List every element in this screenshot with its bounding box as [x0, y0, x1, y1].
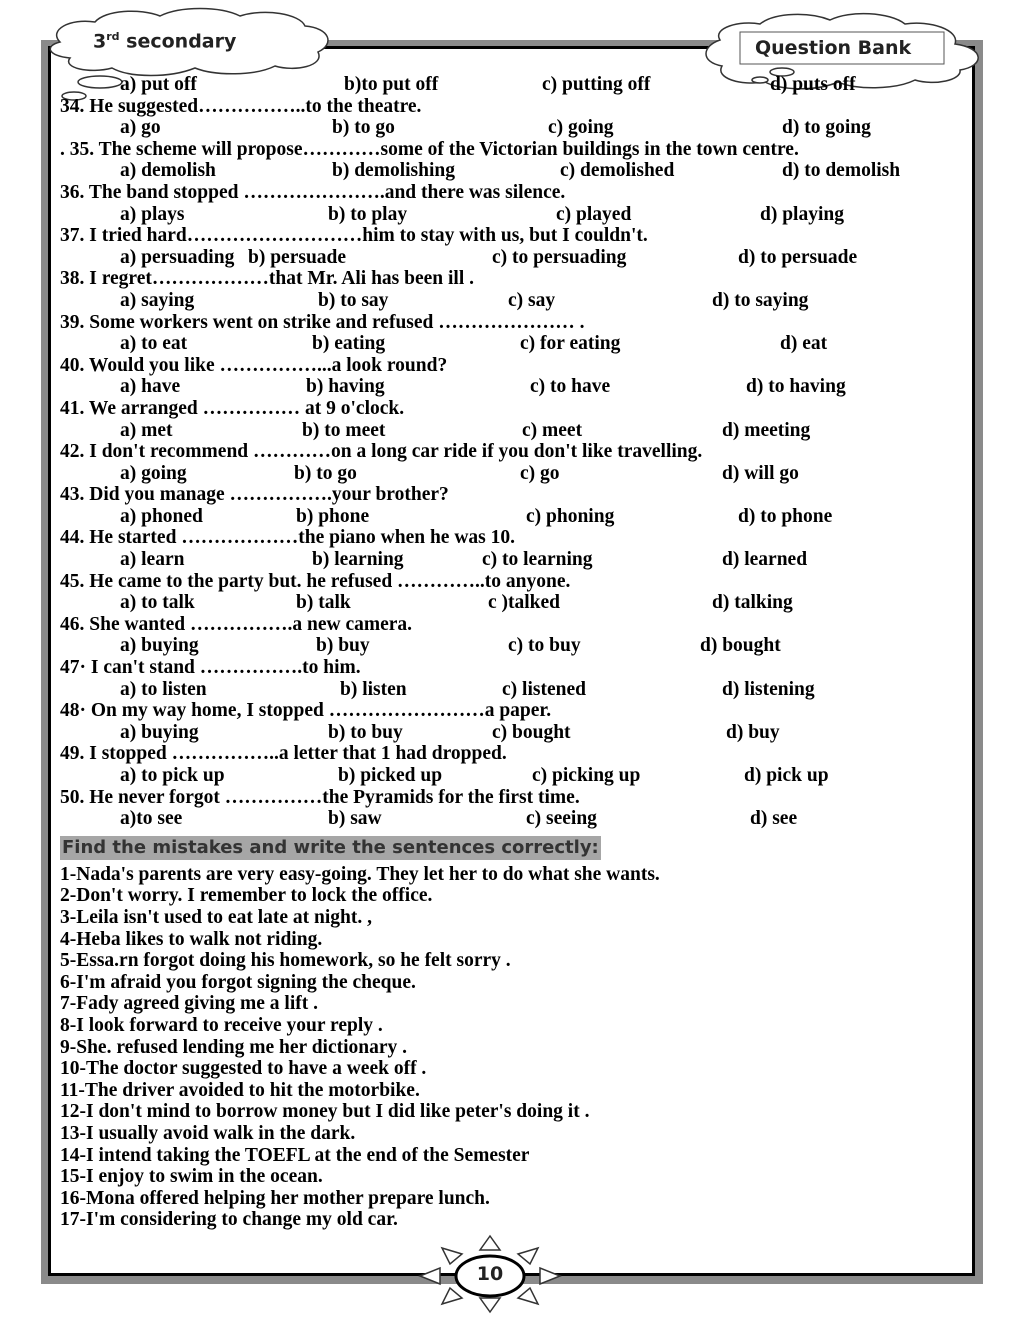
option-c: c) to persuading: [492, 246, 627, 268]
option-c: c )talked: [488, 592, 561, 614]
option-b: b) talk: [296, 592, 351, 614]
option-row: [60, 247, 960, 269]
option-d: d) to demolish: [782, 160, 901, 182]
question-text: 37. I tried hard………………………him to stay with us, but I couldn't.: [60, 225, 648, 247]
option-a: a) to eat: [120, 333, 188, 355]
question-text: 44. He started ………………the piano when he was 10.: [60, 527, 516, 549]
option-d: d) talking: [712, 592, 793, 614]
option-d: d) bought: [700, 635, 781, 657]
option-a: a) buying: [120, 721, 199, 743]
option-d: d) learned: [722, 549, 808, 571]
grade-label: 3rd secondary: [93, 30, 237, 53]
question-text: 36. The band stopped ………………….and there was silence.: [60, 181, 566, 203]
correction-item: 2-Don't worry. I remember to lock the office.: [60, 885, 433, 907]
correction-item: 3-Leila isn't used to eat late at night. ,: [60, 906, 372, 928]
option-b: b) picked up: [338, 765, 443, 786]
option-a: a)to see: [120, 808, 183, 830]
option-c: c) played: [556, 203, 632, 225]
option-a: a) phoned: [120, 505, 203, 527]
question-text: . 35. The scheme will propose…………some of the Victorian buildings in the town centre.: [60, 138, 799, 160]
option-a: a) go: [120, 117, 161, 139]
option-b: b) persuade: [248, 246, 347, 268]
option-b: b) eating: [312, 333, 386, 355]
option-a: a) have: [120, 376, 181, 398]
question-text: 38. I regret………………that Mr. Ali has been ill .: [60, 268, 475, 290]
option-c: c) putting off: [542, 74, 651, 95]
correction-item: 4-Heba likes to walk not riding.: [60, 928, 323, 950]
correction-item: 10-The doctor suggested to have a week off .: [60, 1058, 427, 1080]
question-text: 48· On my way home, I stopped ……………………a paper.: [60, 700, 552, 722]
option-a: a) plays: [120, 203, 185, 225]
option-row: [60, 290, 960, 312]
option-d: d) to persuade: [738, 246, 858, 268]
question-text: 41. We arranged …………… at 9 o'clock.: [60, 397, 405, 419]
option-b: b) to go: [294, 462, 357, 484]
option-c: c) to buy: [508, 635, 581, 657]
option-d: d) to going: [782, 117, 871, 139]
option-d: d) to saying: [712, 289, 809, 311]
correction-item: 12-I don't mind to borrow money but I did like peter's doing it .: [60, 1101, 590, 1123]
option-row: [60, 765, 960, 787]
option-a: a) demolish: [120, 160, 216, 182]
option-c: c) demolished: [560, 160, 675, 182]
option-a: a) learn: [120, 549, 185, 571]
correction-item: 5-Essa.rn forgot doing his homework, so he felt sorry .: [60, 950, 511, 972]
option-row: [60, 160, 960, 182]
option-d: d) see: [750, 808, 798, 830]
option-row: [60, 463, 960, 485]
option-row: [60, 635, 960, 657]
option-a: a) to pick up: [120, 765, 225, 786]
option-row: [60, 808, 960, 830]
option-a: a) to talk: [120, 592, 195, 614]
question-text: 50. He never forgot ……………the Pyramids for the first time.: [60, 786, 580, 808]
option-c: c) to have: [530, 376, 611, 398]
question-text: 47· I can't stand …………….to him.: [60, 657, 361, 679]
option-a: a) saying: [120, 289, 195, 311]
option-b: b) listen: [340, 678, 407, 700]
option-row: [60, 679, 960, 701]
option-c: c) go: [520, 462, 560, 484]
question-text: 49. I stopped ……………..a letter that 1 had dropped.: [60, 743, 507, 765]
question-text: 45. He came to the party but. he refused …………..to anyone.: [60, 570, 571, 592]
page-number: 10: [476, 1263, 504, 1285]
option-b: b) to say: [318, 289, 389, 311]
option-c: c) meet: [522, 419, 583, 441]
correction-item: 14-I intend taking the TOEFL at the end of the Semester: [60, 1144, 530, 1166]
question-text: 40. Would you like ……………...a look round?: [60, 354, 448, 376]
correction-item: 16-Mona offered helping her mother prepare lunch.: [60, 1187, 490, 1209]
correction-item: 17-I'm considering to change my old car.: [60, 1209, 398, 1231]
question-text: 43. Did you manage …………….your brother?: [60, 484, 449, 506]
option-b: b) to buy: [328, 721, 403, 743]
option-b: b) phone: [296, 505, 370, 527]
option-c: c) say: [508, 289, 556, 311]
option-row: [60, 506, 960, 528]
option-b: b) having: [306, 376, 385, 398]
option-row: [60, 117, 960, 139]
option-row: [60, 420, 960, 442]
option-b: b) to go: [332, 117, 395, 139]
option-b: b)to put off: [344, 74, 439, 95]
option-a: a) met: [120, 419, 173, 441]
option-row: [60, 592, 960, 614]
correction-item: 15-I enjoy to swim in the ocean.: [60, 1166, 323, 1188]
correction-item: 1-Nada's parents are very easy-going. They let her to do what she wants.: [60, 863, 660, 885]
option-c: c) seeing: [526, 808, 597, 830]
option-a: a) to listen: [120, 678, 207, 700]
option-d: d) pick up: [744, 765, 829, 786]
option-a: a) going: [120, 462, 187, 484]
option-c: c) to learning: [482, 549, 593, 571]
question-text: 39. Some workers went on strike and refused ………………… .: [60, 311, 585, 333]
correction-item: 9-She. refused lending me her dictionary .: [60, 1036, 408, 1058]
option-row: [60, 549, 960, 571]
section-title: Find the mistakes and write the sentences correctly:: [62, 836, 599, 858]
option-b: b) buy: [316, 635, 370, 657]
option-d: d) listening: [722, 678, 815, 700]
option-row: [60, 204, 960, 226]
question-text: 34. He suggested……………..to the theatre.: [60, 95, 422, 117]
correction-item: 13-I usually avoid walk in the dark.: [60, 1122, 356, 1144]
correction-item: 6-I'm afraid you forgot signing the cheque.: [60, 971, 416, 993]
option-c: c) going: [548, 117, 614, 139]
option-c: c) bought: [492, 721, 571, 743]
option-c: c) for eating: [520, 333, 621, 355]
option-d: d) playing: [760, 203, 844, 225]
option-row: [60, 722, 960, 744]
correction-item: 8-I look forward to receive your reply .: [60, 1014, 383, 1036]
question-text: 42. I don't recommend …………on a long car ride if you don't like travelling.: [60, 441, 703, 463]
option-d: d) buy: [726, 721, 780, 743]
option-a: a) buying: [120, 635, 199, 657]
question-bank-label: Question Bank: [755, 37, 912, 59]
option-c: c) phoning: [526, 505, 615, 527]
question-list: [60, 74, 960, 1231]
option-c: c) picking up: [532, 765, 641, 786]
option-d: d) to phone: [738, 505, 833, 527]
option-c: c) listened: [502, 678, 586, 700]
option-a: a) persuading: [120, 246, 235, 268]
option-d: d) will go: [722, 462, 799, 484]
correction-item: 7-Fady agreed giving me a lift .: [60, 993, 318, 1015]
option-a: a) put off: [120, 74, 197, 95]
option-d: d) to having: [746, 376, 846, 398]
option-row: [60, 376, 960, 398]
option-b: b) to play: [328, 203, 408, 225]
option-b: b) learning: [312, 549, 404, 571]
option-b: b) to meet: [302, 419, 386, 441]
option-d: d) puts off: [770, 74, 856, 95]
option-d: d) meeting: [722, 419, 811, 441]
option-row: [60, 74, 960, 96]
option-b: b) saw: [328, 808, 382, 830]
option-d: d) eat: [780, 333, 828, 355]
question-text: 46. She wanted …………….a new camera.: [60, 613, 413, 635]
option-b: b) demolishing: [332, 160, 455, 182]
option-row: [60, 333, 960, 355]
correction-item: 11-The driver avoided to hit the motorbike.: [60, 1079, 420, 1101]
